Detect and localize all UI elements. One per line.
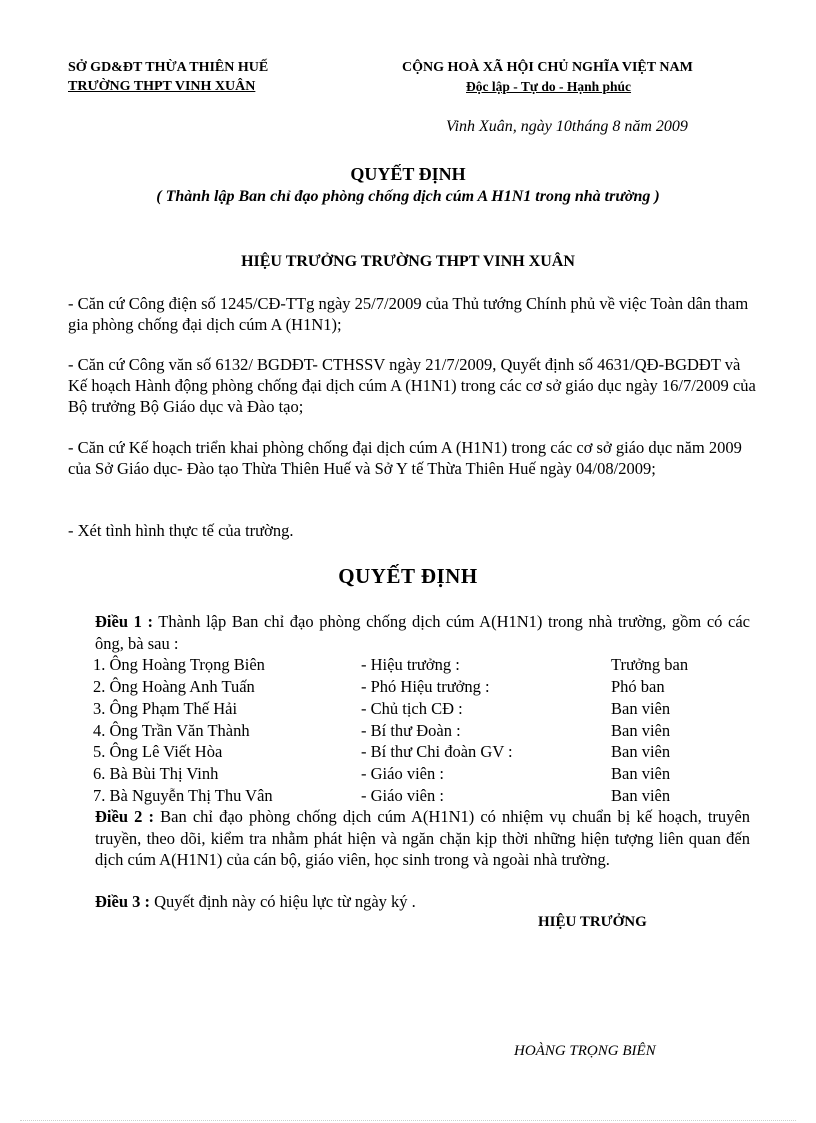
page-bottom-divider xyxy=(20,1120,796,1121)
member-name: 3. Ông Phạm Thế Hải xyxy=(93,699,238,718)
member-name: 2. Ông Hoàng Anh Tuấn xyxy=(93,677,255,696)
national-motto-text: Độc lập - Tự do - Hạnh phúc xyxy=(466,79,632,94)
member-row xyxy=(93,699,743,721)
school-name xyxy=(68,77,255,97)
member-position: - Chủ tịch CĐ : xyxy=(361,699,463,718)
member-role: Ban viên xyxy=(611,742,671,761)
member-role: Phó ban xyxy=(611,677,665,696)
member-position: - Giáo viên : xyxy=(361,764,444,783)
member-row xyxy=(93,721,743,743)
member-position: - Bí thư Chi đoàn GV : xyxy=(361,742,513,761)
department-name: SỞ GD&ĐT THỪA THIÊN HUẾ xyxy=(68,60,269,75)
decision-heading: QUYẾT ĐỊNH xyxy=(338,564,478,588)
article-2-text: Ban chỉ đạo phòng chống dịch cúm A(H1N1) có nhiệm vụ chuẩn bị kế hoạch, truyên truyền, theo dõi, kiểm tra nhằm phát hiện và ngăn chặn kịp thời những hiện tượng liên quan đến dịch cúm A(H1N1) của cán bộ, giáo viên, học sinh trong và ngoài nhà trường. xyxy=(95,807,751,869)
document-title: QUYẾT ĐỊNH xyxy=(350,164,466,184)
issuer-heading: HIỆU TRƯỞNG TRƯỜNG THPT VINH XUÂN xyxy=(241,253,575,270)
member-name: 5. Ông Lê Viết Hòa xyxy=(93,742,223,761)
member-row xyxy=(93,786,743,808)
member-role: Ban viên xyxy=(611,786,671,805)
member-position: - Hiệu trưởng : xyxy=(361,655,460,674)
article-1-label: Điều 1 : xyxy=(95,612,153,631)
basis-2: - Căn cứ Công văn số 6132/ BGDĐT- CTHSSV ngày 21/7/2009, Quyết định số 4631/QĐ-BGDĐT và Kế hoạch Hành động phòng chống đại dịch cúm A (H1N1) trong các cơ sở giáo dục ngày 16/7/2009 của Bộ trưởng Bộ Giáo dục và Đào tạo; xyxy=(68,355,756,416)
member-role: Trưởng ban xyxy=(611,655,689,674)
article-3 xyxy=(95,891,750,913)
article-2 xyxy=(95,806,750,871)
document-subtitle: ( Thành lập Ban chỉ đạo phòng chống dịch cúm A H1N1 trong nhà trường ) xyxy=(156,188,660,205)
member-row xyxy=(93,677,743,699)
basis-1: - Căn cứ Công điện số 1245/CĐ-TTg ngày 25/7/2009 của Thủ tướng Chính phủ về việc Toàn dân tham gia phòng chống đại dịch cúm A (H1N1); xyxy=(68,294,749,334)
member-role: Ban viên xyxy=(611,699,671,718)
member-row xyxy=(93,655,743,677)
member-row xyxy=(93,764,743,786)
member-role: Ban viên xyxy=(611,764,671,783)
signature-name: HOÀNG TRỌNG BIÊN xyxy=(514,1043,656,1059)
member-name: 4. Ông Trần Văn Thành xyxy=(93,721,250,740)
member-position: - Phó Hiệu trưởng : xyxy=(361,677,490,696)
signature-title: HIỆU TRƯỞNG xyxy=(538,914,647,930)
member-row xyxy=(93,742,743,764)
member-position: - Bí thư Đoàn : xyxy=(361,721,461,740)
basis-3: - Căn cứ Kế hoạch triển khai phòng chống đại dịch cúm A (H1N1) trong các cơ sở giáo dục năm 2009 của Sở Giáo dục- Đào tạo Thừa Thiên Huế và Sở Y tế Thừa Thiên Huế ngày 04/08/2009; xyxy=(68,438,742,478)
national-title: CỘNG HOÀ XÃ HỘI CHỦ NGHĨA VIỆT NAM xyxy=(402,60,693,75)
school-name-text: TRƯỜNG THPT VINH XUÂN xyxy=(68,79,256,94)
member-role: Ban viên xyxy=(611,721,671,740)
national-motto xyxy=(466,77,631,97)
member-name: 6. Bà Bùi Thị Vinh xyxy=(93,764,219,783)
article-1-text: Thành lập Ban chỉ đạo phòng chống dịch cúm A(H1N1) trong nhà trường, gồm có các ông, bà sau : xyxy=(95,612,750,653)
member-position: - Giáo viên : xyxy=(361,786,444,805)
article-2-label: Điều 2 : xyxy=(95,807,154,826)
member-name: 7. Bà Nguyễn Thị Thu Vân xyxy=(93,786,273,805)
basis-4: - Xét tình hình thực tế của trường. xyxy=(68,521,294,540)
date-line: Vinh Xuân, ngày 10tháng 8 năm 2009 xyxy=(446,118,688,135)
article-3-label: Điều 3 : xyxy=(95,892,150,911)
article-1 xyxy=(95,611,750,654)
member-name: 1. Ông Hoàng Trọng Biên xyxy=(93,655,265,674)
article-3-text: Quyết định này có hiệu lực từ ngày ký . xyxy=(150,892,416,911)
